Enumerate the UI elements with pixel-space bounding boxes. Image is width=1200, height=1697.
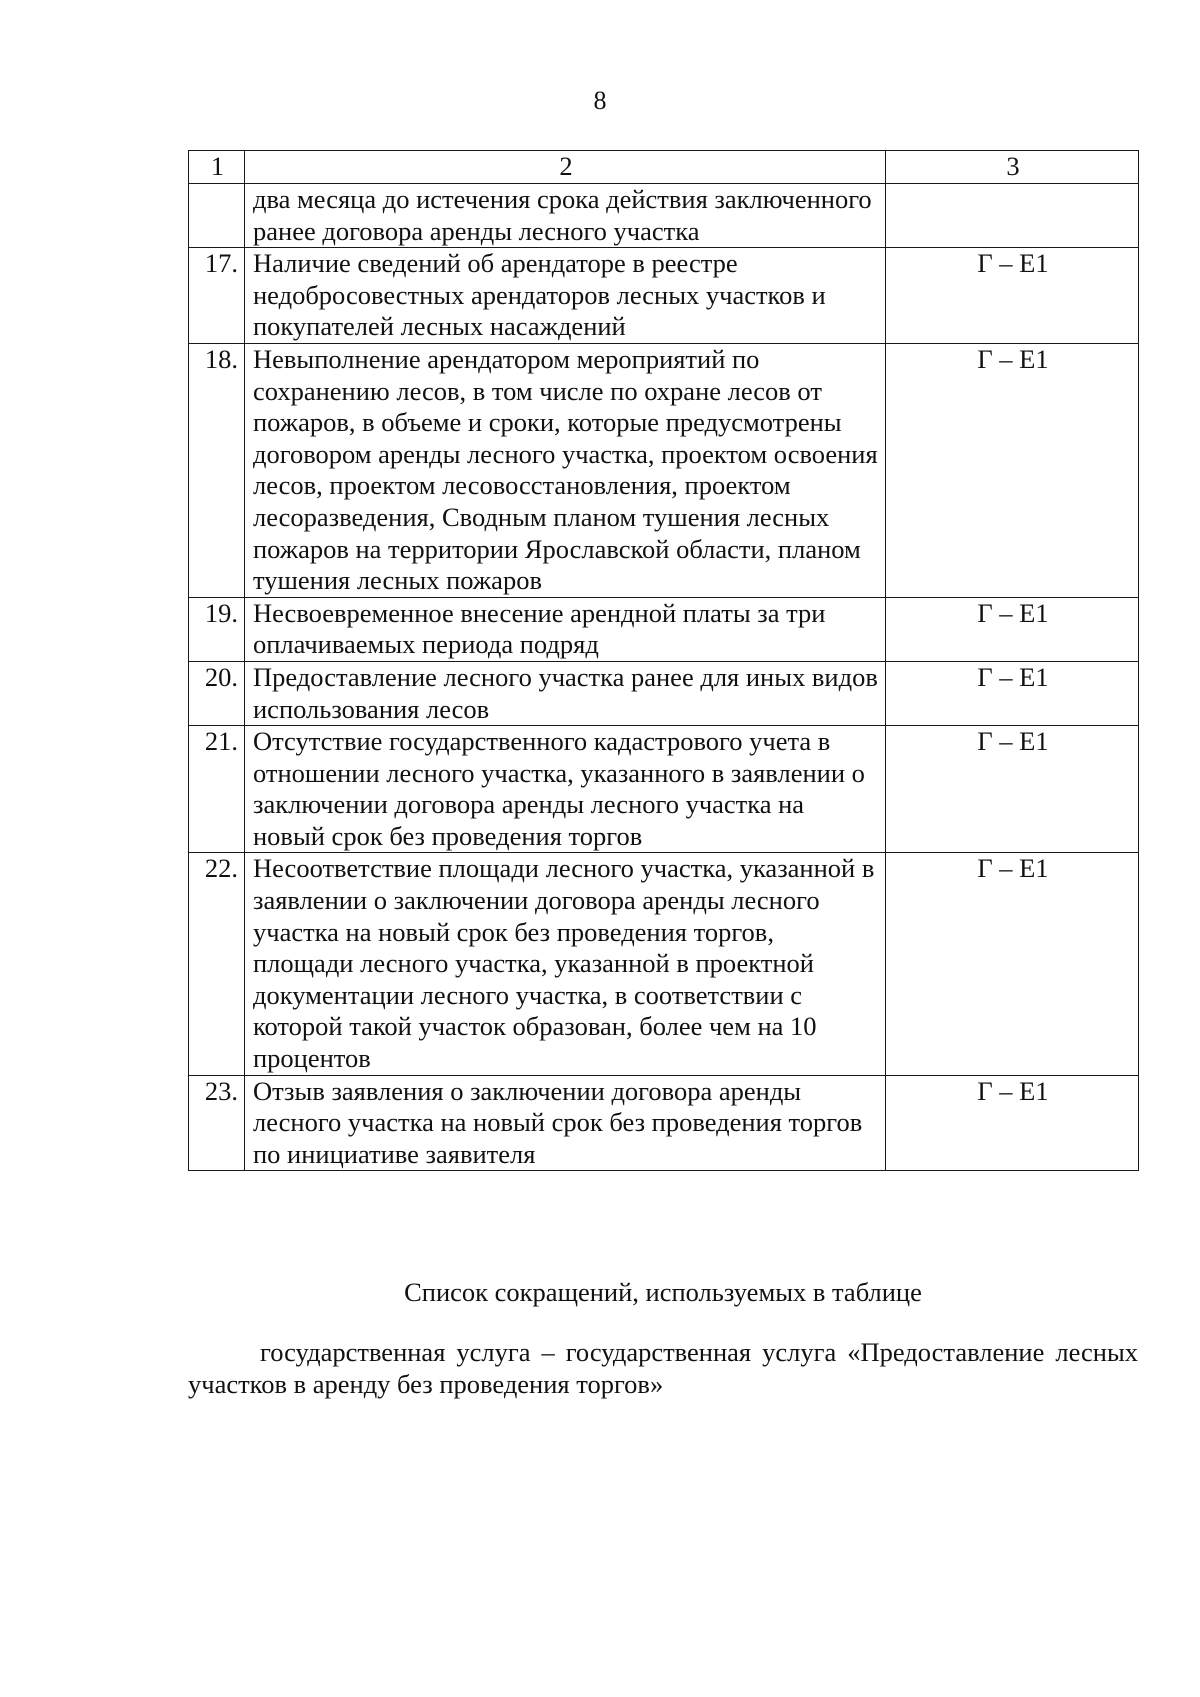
column-header-code: 3 bbox=[886, 151, 1139, 184]
table-row bbox=[189, 597, 1139, 661]
abbreviations-title: Список сокращений, используемых в таблице bbox=[404, 1277, 922, 1307]
table-row bbox=[189, 184, 1139, 248]
row-number bbox=[189, 184, 245, 248]
table-row bbox=[189, 1075, 1139, 1171]
row-number: 17. bbox=[189, 248, 245, 344]
row-text: Отсутствие государственного кадастрового учета в отношении лесного участка, указанного в заявлении о заключении договора аренды лесного участка на новый срок без проведения торгов bbox=[245, 726, 886, 853]
table-row bbox=[189, 661, 1139, 725]
row-number: 21. bbox=[189, 726, 245, 853]
row-code bbox=[886, 184, 1139, 248]
table-row bbox=[189, 248, 1139, 344]
row-number: 19. bbox=[189, 597, 245, 661]
row-text: Несоответствие площади лесного участка, указанной в заявлении о заключении договора аренды лесного участка на новый срок без проведения торгов, площади лесного участка, указанной в проектной документации лесного участка, в соответствии с которой такой участок образован, более чем на 10 процентов bbox=[245, 853, 886, 1075]
row-text: Невыполнение арендатором мероприятий по сохранению лесов, в том числе по охране лесов от пожаров, в объеме и сроки, которые предусмотрены договором аренды лесного участка, проектом освоения лесов, проектом лесовосстановления, проектом лесоразведения, Сводным планом тушения лесных пожаров на территории Ярославской области, планом тушения лесных пожаров bbox=[245, 343, 886, 597]
row-number: 23. bbox=[189, 1075, 245, 1171]
row-text: Предоставление лесного участка ранее для иных видов использования лесов bbox=[245, 661, 886, 725]
reasons-table bbox=[188, 150, 1139, 1171]
row-code: Г – Е1 bbox=[886, 726, 1139, 853]
row-text: Отзыв заявления о заключении договора аренды лесного участка на новый срок без проведения торгов по инициативе заявителя bbox=[245, 1075, 886, 1171]
row-text: Несвоевременное внесение арендной платы за три оплачиваемых периода подряд bbox=[245, 597, 886, 661]
table-header-row bbox=[189, 151, 1139, 184]
page-number: 8 bbox=[593, 86, 607, 115]
table-row bbox=[189, 853, 1139, 1075]
row-code: Г – Е1 bbox=[886, 343, 1139, 597]
row-text: два месяца до истечения срока действия заключенного ранее договора аренды лесного участка bbox=[245, 184, 886, 248]
row-number: 20. bbox=[189, 661, 245, 725]
table-row bbox=[189, 343, 1139, 597]
row-number: 18. bbox=[189, 343, 245, 597]
abbreviation-definition: государственная услуга – государственная услуга «Предоставление лесных участков в аренду без проведения торгов» bbox=[188, 1337, 1138, 1399]
row-code: Г – Е1 bbox=[886, 853, 1139, 1075]
table-row bbox=[189, 726, 1139, 853]
column-header-number: 1 bbox=[189, 151, 245, 184]
row-code: Г – Е1 bbox=[886, 597, 1139, 661]
row-code: Г – Е1 bbox=[886, 661, 1139, 725]
row-code: Г – Е1 bbox=[886, 1075, 1139, 1171]
row-code: Г – Е1 bbox=[886, 248, 1139, 344]
row-text: Наличие сведений об арендаторе в реестре недобросовестных арендаторов лесных участков и покупателей лесных насаждений bbox=[245, 248, 886, 344]
column-header-reason: 2 bbox=[245, 151, 886, 184]
row-number: 22. bbox=[189, 853, 245, 1075]
